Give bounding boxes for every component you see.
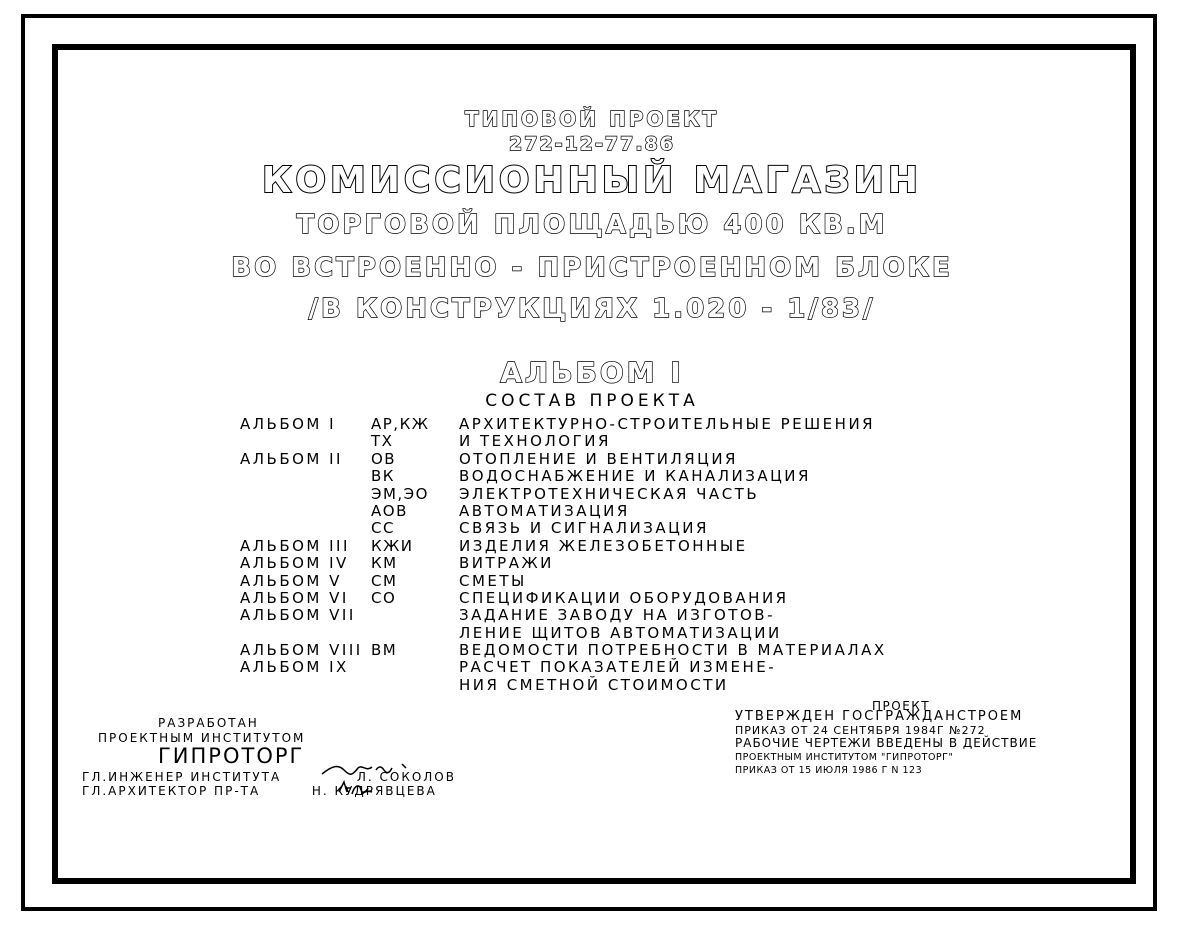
working-drawings-line: РАБОЧИЕ ЧЕРТЕЖИ ВВЕДЕНЫ В ДЕЙСТВИЕ <box>735 736 1038 750</box>
chief-engineer-title: ГЛ.ИНЖЕНЕР ИНСТИТУТА <box>82 770 282 784</box>
section-code: КЖИ <box>371 536 414 555</box>
section-code: ЭМ,ЭО <box>371 484 429 503</box>
architect-signature <box>336 776 376 798</box>
developed-by-institute-label: ПРОЕКТНЫМ ИНСТИТУТОМ <box>98 731 306 745</box>
section-description: И ТЕХНОЛОГИЯ <box>459 432 611 451</box>
album-label: АЛЬБОМ IX <box>240 658 349 677</box>
section-code <box>371 607 429 624</box>
institute-line: ПРОЕКТНЫМ ИНСТИТУТОМ "ГИПРОТОРГ" <box>735 752 954 763</box>
album-label <box>240 520 363 537</box>
section-code: ВМ <box>371 641 398 660</box>
album-label: АЛЬБОМ IV <box>240 554 349 573</box>
section-description: ВЕДОМОСТИ ПОТРЕБНОСТИ В МАТЕРИАЛАХ <box>459 641 887 660</box>
album-label <box>240 468 363 485</box>
section-description: ИЗДЕЛИЯ ЖЕЛЕЗОБЕТОННЫЕ <box>459 536 748 555</box>
section-description: ЗАДАНИЕ ЗАВОДУ НА ИЗГОТОВ- <box>459 606 775 625</box>
developer-organization: ГИПРОТОРГ <box>158 744 305 768</box>
section-description: НИЯ СМЕТНОЙ СТОИМОСТИ <box>459 675 729 694</box>
approval-project-label: ПРОЕКТ <box>872 699 931 713</box>
album-label: АЛЬБОМ VI <box>240 588 349 607</box>
section-code: КМ <box>371 554 398 573</box>
album-label: АЛЬБОМ III <box>240 536 350 555</box>
developed-by-label: РАЗРАБОТАН <box>158 716 259 730</box>
section-code: ТХ <box>371 432 394 451</box>
project-type-title: ТИПОВОЙ ПРОЕКТ <box>464 107 720 131</box>
album-label: АЛЬБОМ VIII <box>240 641 363 660</box>
section-code <box>371 677 429 694</box>
project-number: 272-12-77.86 <box>509 133 675 155</box>
album-number-heading: АЛЬБОМ I <box>500 356 684 389</box>
section-description: ЛЕНИЕ ЩИТОВ АВТОМАТИЗАЦИИ <box>459 623 782 642</box>
chief-engineer-name: Л. СОКОЛОВ <box>356 770 456 784</box>
institute-order-line: ПРИКАЗ ОТ 15 ИЮЛЯ 1986 Г N 123 <box>735 765 923 776</box>
project-subtitle-block: ВО ВСТРОЕННО - ПРИСТРОЕННОМ БЛОКЕ <box>231 253 953 283</box>
section-description: СПЕЦИФИКАЦИИ ОБОРУДОВАНИЯ <box>459 588 789 607</box>
album-label <box>240 486 363 503</box>
project-subtitle-construction: /В КОНСТРУКЦИЯХ 1.020 - 1/83/ <box>308 294 876 324</box>
section-description: СВЯЗЬ И СИГНАЛИЗАЦИЯ <box>459 519 709 538</box>
album-label <box>240 433 363 450</box>
composition-title: СОСТАВ ПРОЕКТА <box>485 391 699 411</box>
section-code: СМ <box>371 571 398 590</box>
album-label <box>240 677 363 694</box>
album-label: АЛЬБОМ II <box>240 449 343 468</box>
section-code: АР,КЖ <box>371 415 430 433</box>
code-column <box>371 416 429 694</box>
section-description: ЭЛЕКТРОТЕХНИЧЕСКАЯ ЧАСТЬ <box>459 484 760 503</box>
section-description: АВТОМАТИЗАЦИЯ <box>459 501 630 520</box>
section-code <box>371 659 429 676</box>
section-description: ОТОПЛЕНИЕ И ВЕНТИЛЯЦИЯ <box>459 449 738 468</box>
album-label <box>240 503 363 520</box>
album-label: АЛЬБОМ V <box>240 571 342 590</box>
project-main-title: КОМИССИОННЫЙ МАГАЗИН <box>261 160 923 201</box>
chief-architect-name: Н. КУДРЯВЦЕВА <box>311 784 437 798</box>
approval-order-line: ПРИКАЗ ОТ 24 СЕНТЯБРЯ 1984Г №272 <box>735 724 986 737</box>
section-description: СМЕТЫ <box>459 571 527 590</box>
section-code: СО <box>371 588 397 607</box>
section-description: АРХИТЕКТУРНО-СТРОИТЕЛЬНЫЕ РЕШЕНИЯ <box>459 415 876 433</box>
section-code: ОВ <box>371 449 397 468</box>
description-column <box>459 416 887 694</box>
section-code: АОВ <box>371 501 408 520</box>
album-label <box>240 625 363 642</box>
album-label: АЛЬБОМ I <box>240 415 337 433</box>
chief-architect-line <box>82 784 437 798</box>
section-description: ВОДОСНАБЖЕНИЕ И КАНАЛИЗАЦИЯ <box>459 467 811 486</box>
album-column <box>240 416 363 694</box>
section-description: РАСЧЕТ ПОКАЗАТЕЛЕЙ ИЗМЕНЕ- <box>459 658 777 677</box>
project-subtitle-area: ТОРГОВОЙ ПЛОЩАДЬЮ 400 КВ.М <box>296 210 888 240</box>
chief-architect-title: ГЛ.АРХИТЕКТОР ПР-ТА <box>82 784 261 798</box>
section-code: ВК <box>371 467 395 486</box>
album-label: АЛЬБОМ VII <box>240 606 356 625</box>
section-code: СС <box>371 519 395 538</box>
section-code <box>371 625 429 642</box>
section-description: ВИТРАЖИ <box>459 554 554 573</box>
approval-line: УТВЕРЖДЕН ГОСГРАЖДАНСТРОЕМ <box>735 709 1024 724</box>
